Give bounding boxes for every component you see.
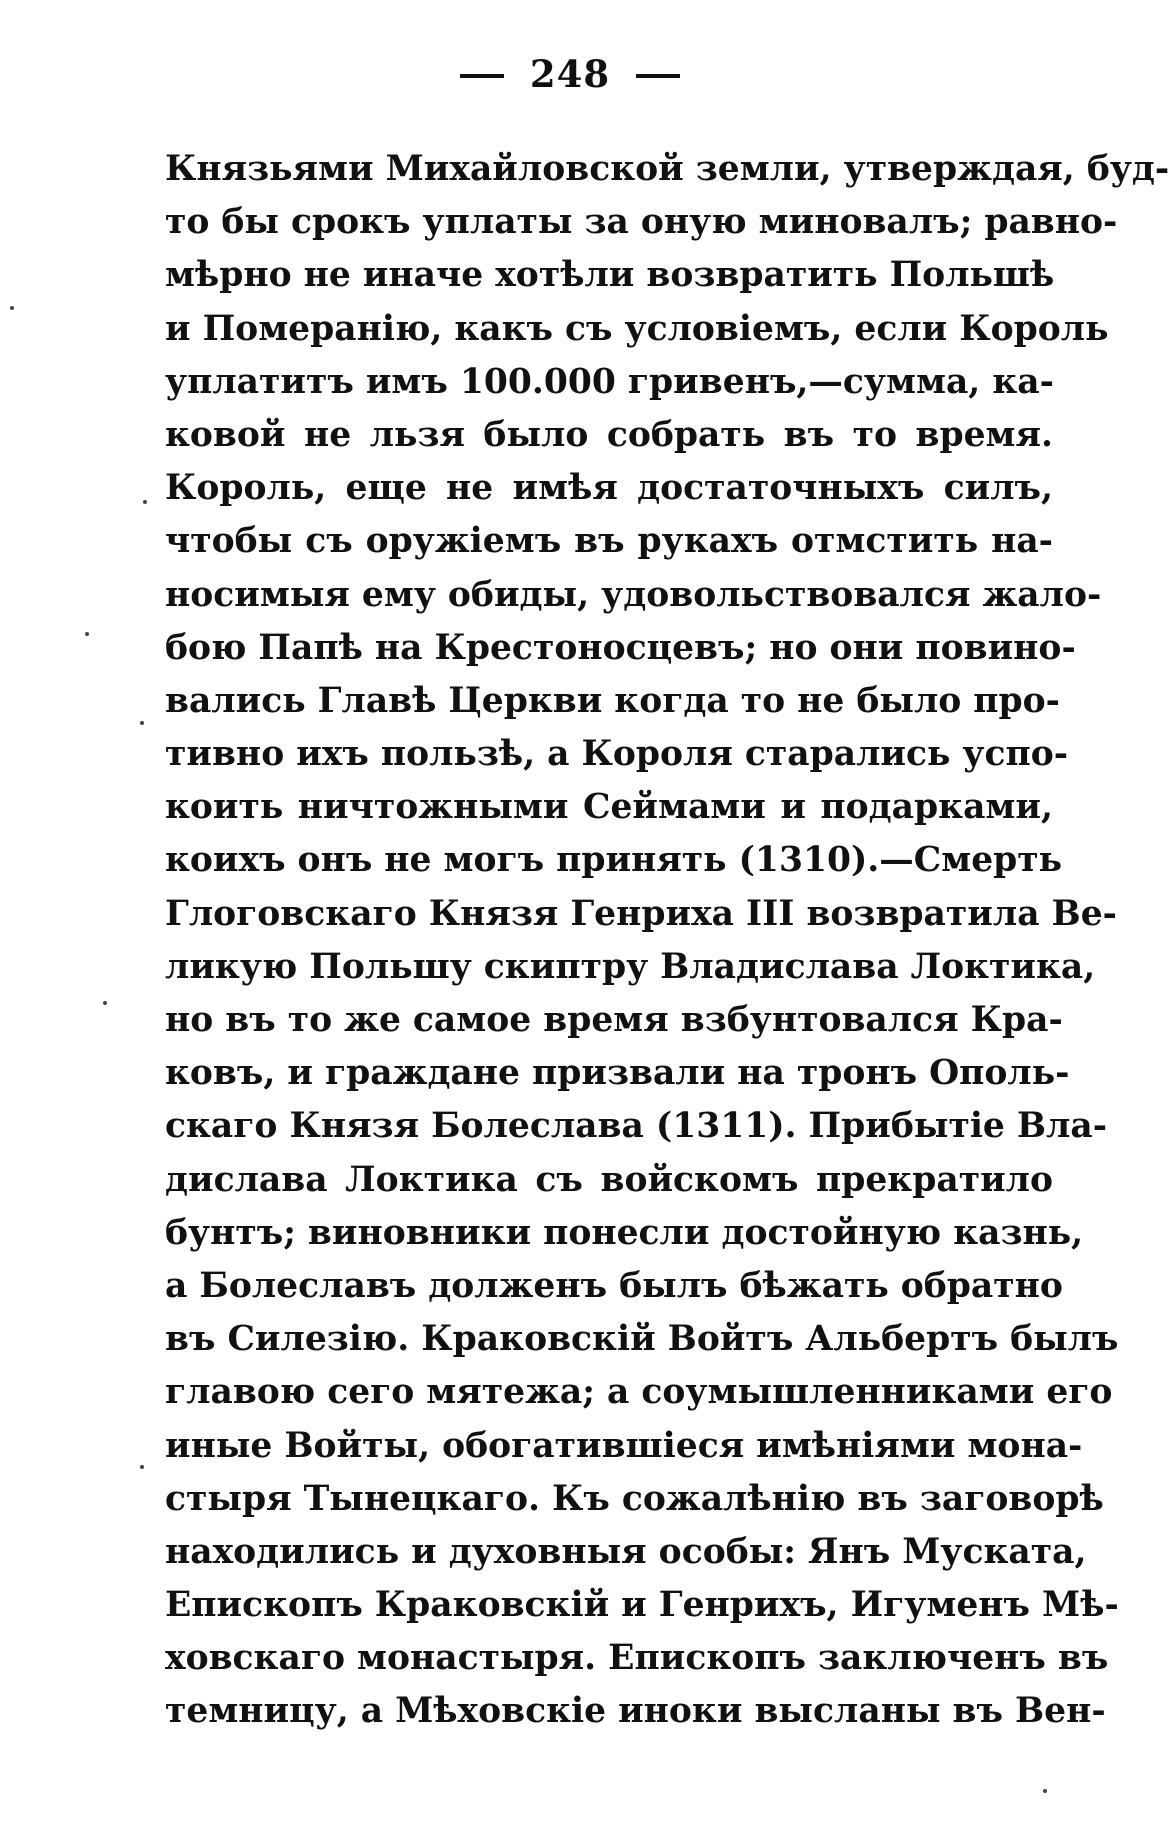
scan-speck [1043, 1789, 1047, 1793]
text-line: скаго Князя Болеслава (1311). Прибытіе Вла- [165, 1106, 1108, 1147]
right-dash [636, 74, 680, 78]
text-line: ликую Польшу скиптру Владислава Локтика, [165, 946, 1096, 987]
text-line: иные Войты, обогатившіеся имѣніями мона- [165, 1425, 1083, 1466]
text-line: чтобы съ оружіемъ въ рукахъ отмстить на- [165, 521, 1053, 562]
page-header [0, 44, 1140, 104]
text-line: темницу, а Мѣховскіе иноки высланы въ Вен- [165, 1691, 1106, 1732]
text-line: уплатитъ имъ 100.000 гривенъ,—сумма, ка- [165, 361, 1054, 402]
scan-speck [85, 632, 89, 636]
text-line: ковой не льзя было собрать въ то время. [165, 414, 1053, 455]
text-line: и Померанію, какъ съ условіемъ, если Король [165, 308, 1109, 349]
text-line: бунтъ; виновники понесли достойную казнь, [165, 1212, 1084, 1253]
text-line: тивно ихъ пользѣ, а Короля старались успо- [165, 734, 1069, 775]
text-line: то бы срокъ уплаты за оную миновалъ; равно- [165, 202, 1118, 243]
text-line: дислава Локтика съ войскомъ прекратило [165, 1159, 1053, 1200]
text-line: стыря Тынецкаго. Къ сожалѣнію въ заговорѣ [165, 1478, 1104, 1519]
text-line: Князьями Михайловской земли, утверждая, буд- [165, 149, 1169, 189]
scan-speck [140, 1465, 144, 1469]
text-line: а Болеславъ долженъ былъ бѣжать обратно [165, 1265, 1063, 1306]
text-line: но въ то же самое время взбунтовался Кра- [165, 1000, 1063, 1040]
text-line: вались Главѣ Церкви когда то не было про- [165, 680, 1060, 721]
scan-speck [140, 721, 144, 725]
text-line: коихъ онъ не могъ принять (1310).—Смерть [165, 840, 1063, 881]
text-line: ковъ, и граждане призвали на тронъ Ополь- [165, 1053, 1070, 1094]
text-line: бою Папѣ на Крестоносцевъ; но они повино- [165, 627, 1076, 668]
text-line: главою сего мятежа; а соумышленниками его [165, 1372, 1113, 1413]
text-line: коить ничтожными Сеймами и подарками, [165, 787, 1053, 828]
text-line: въ Силезію. Краковскій Войтъ Альбертъ былъ [165, 1319, 1119, 1360]
text-line: Король, еще не имѣя достаточныхъ силъ, [165, 468, 1053, 509]
text-line: Глоговскаго Князя Генриха III возвратила Ве- [165, 893, 1117, 934]
text-line: Епископъ Краковскій и Генрихъ, Игуменъ Мѣ- [165, 1585, 1119, 1626]
scan-speck [143, 500, 147, 504]
page-number: 248 [529, 52, 611, 96]
scan-speck [10, 306, 14, 310]
body-text [165, 143, 1169, 1739]
left-dash [460, 74, 504, 78]
text-line: ховскаго монастыря. Епископъ заключенъ въ [165, 1638, 1109, 1679]
text-line: носимыя ему обиды, удовольствовался жало- [165, 574, 1102, 615]
text-line: мѣрно не иначе хотѣли возвратить Польшѣ [165, 255, 1055, 296]
scan-speck [103, 1001, 107, 1005]
text-line: находились и духовныя особы: Янъ Муската, [165, 1531, 1087, 1572]
